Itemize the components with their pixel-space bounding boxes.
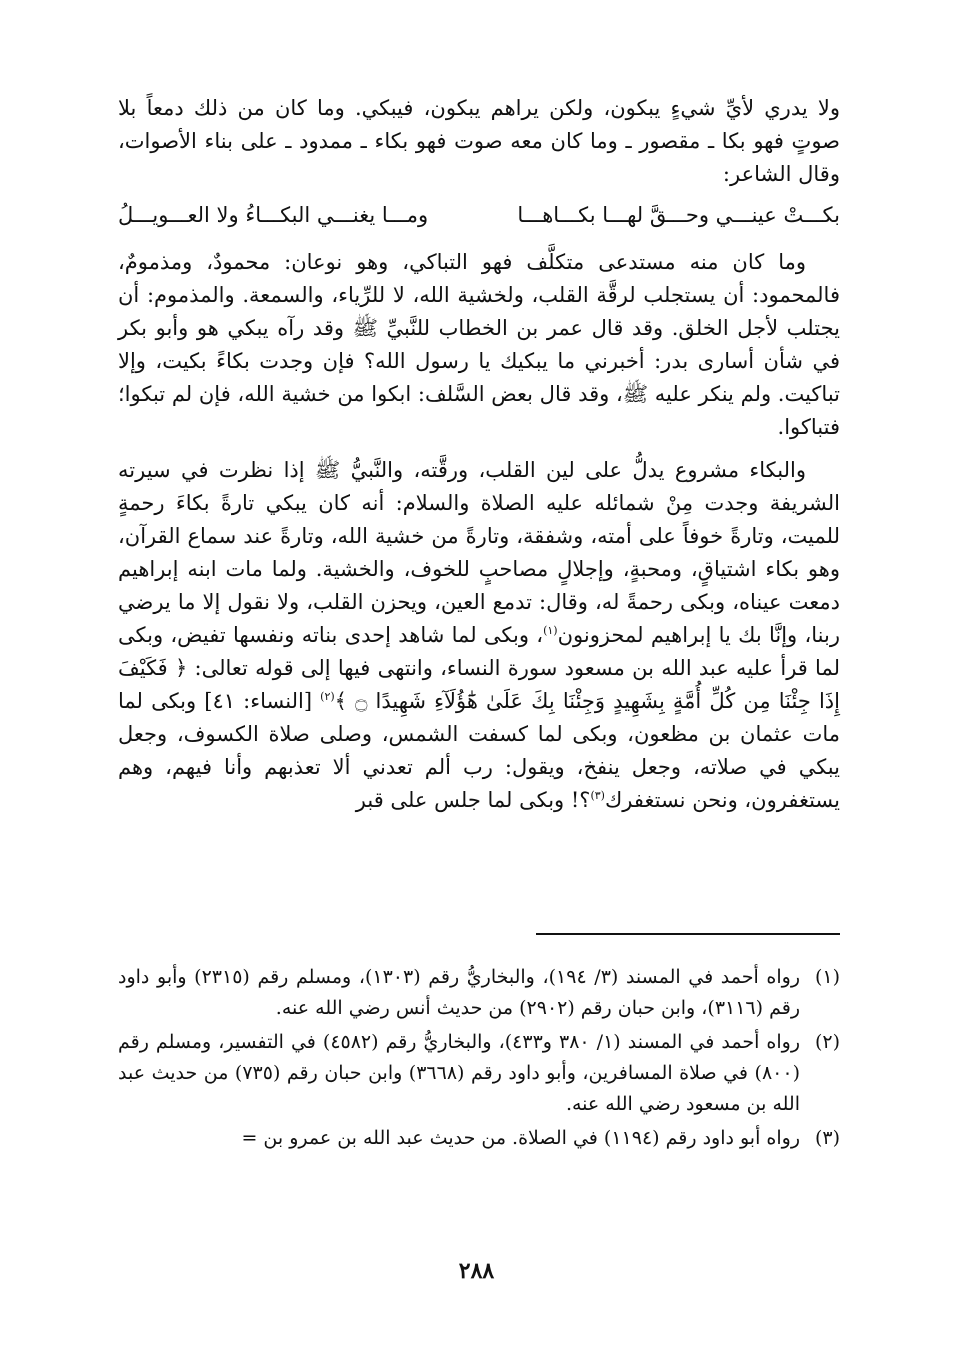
footnote-number: (٣) <box>814 1127 840 1149</box>
footnote-number: (٢) <box>814 1031 840 1053</box>
paragraph-3-part-a: والبكاء مشروع يدلُّ على لين القلب، ورقَّته، والنَّبيُّ ﷺ إذا نظرت في سيرته الشريفة وجدت مِنْ شمائله عليه الصلاة والسلام: أنه كان يبكي تارةً بكاءَ رحمةٍ للميت، وتارةً خوفاً على أمته، وشفقة، وتارةً من خشية الله، وتارةً عند سماع القرآن، وهو بكاء اشتياقٍ، ومحبةٍ، وإجلالٍ مصاحبٍ للخوف، والخشية. ولما مات ابنه إبراهيم دمعت عيناه، وبكى رحمةً له، وقال: تدمع العين، ويحزن القلب، ولا نقول إلا ما يرضي ربنا، وإنَّا بك يا إبراهيم لمحزونون <box>118 458 840 647</box>
footnote-text: رواه أحمد في المسند (٣/ ١٩٤)، والبخاريُّ رقم (١٣٠٣)، ومسلم رقم (٢٣١٥) وأبو داود رقم (٣١١٦)، وابن حبان رقم (٢٩٠٢) من حديث أنس رضي الله عنه. <box>118 966 800 1019</box>
paragraph-3-part-d: ؟! وبكى لما جلس على قبر <box>355 788 591 812</box>
footnote-text: رواه أبو داود رقم (١١٩٤) في الصلاة. من حديث عبد الله بن عمرو بن = <box>241 1127 800 1149</box>
footnotes <box>118 962 840 1154</box>
footnote-ref-3[interactable]: (٣) <box>590 789 605 802</box>
page-number: ٢٨٨ <box>458 1258 495 1284</box>
footnote-ref-2[interactable]: (٢) <box>320 690 335 703</box>
poem-hemistich-2: ومـــا يغنـــي البكـــاءُ ولا العـــويـــلُ <box>118 203 429 227</box>
paragraph-1: ولا يدري لأيِّ شيءٍ يبكون، ولكن يراهم يبكون، فيبكي. وما كان من ذلك دمعاً بلا صوتٍ فهو بكا ـ مقصور ـ وما كان معه صوت فهو بكاء ـ ممدود ـ على بناء الأصوات، وقال الشاعر: <box>118 96 840 186</box>
paragraph-3 <box>118 454 840 817</box>
poem-verse <box>118 199 840 232</box>
main-text <box>118 92 840 817</box>
footnote-divider <box>536 933 840 935</box>
footnote-3 <box>118 1123 840 1154</box>
footnote-1 <box>118 962 840 1024</box>
footnote-text: رواه أحمد في المسند (١/ ٣٨٠ و٤٣٣)، والبخاريُّ رقم (٤٥٨٢) في التفسير، ومسلم رقم (٨٠٠) في صلاة المسافرين، وأبو داود رقم (٣٦٦٨) وابن حبان رقم (٧٣٥) من حديث عبد الله بن مسعود رضي الله عنه. <box>118 1031 801 1115</box>
poem-hemistich-1: بكـــتْ عينـــي وحـــقَّ لهـــا بكـــاهـــا <box>517 203 840 227</box>
paragraph-2: وما كان منه مستدعى متكلَّف فهو التباكي، وهو نوعان: محمودٌ، ومذمومٌ، فالمحمود: أن يستجلب لرقَّة القلب، ولخشية الله، لا للرِّياء، والسمعة. والمذموم: أن يجتلب لأجل الخلق. وقد قال عمر بن الخطاب للنَّبيِّ ﷺ وقد رآه يبكي هو وأبو بكر في شأن أسارى بدر: أخبرني ما يبكيك يا رسول الله؟ فإن وجدت بكاءً بكيت، وإلا تباكيت. ولم ينكر عليه ﷺ، وقد قال بعض السَّلف: ابكوا من خشية الله، فإن لم تبكوا؛ فتباكوا. <box>118 250 840 439</box>
footnote-ref-1[interactable]: (١) <box>543 624 558 637</box>
paragraph-3-part-c: [النساء: ٤١] وبكى لما مات عثمان بن مظعون، وبكى لما كسفت الشمس، وصلى صلاة الكسوف، وجعل يبكي في صلاته، وجعل ينفخ، ويقول: رب ألم تعدني ألا تعذبهم وأنا فيهم، وهم يستغفرون، ونحن نستغفرك <box>118 689 840 812</box>
paragraph-3-part-b: ، وبكى لما شاهد إحدى بناته ونفسها تفيض، وبكى لما قرأ عليه عبد الله بن مسعود سورة النساء، وانتهى فيها إلى قوله تعالى: ﴿ فَكَيْفَ إِذَا جِئْنَا مِن كُلِّ أُمَّةٍ بِشَهِيدٍ وَجِئْنَا بِكَ عَلَىٰ هَٰٓؤُلَآءِ شَهِيدًا ۝ ﴾ <box>118 623 840 713</box>
footnote-2 <box>118 1027 840 1120</box>
footnote-number: (١) <box>814 966 840 988</box>
